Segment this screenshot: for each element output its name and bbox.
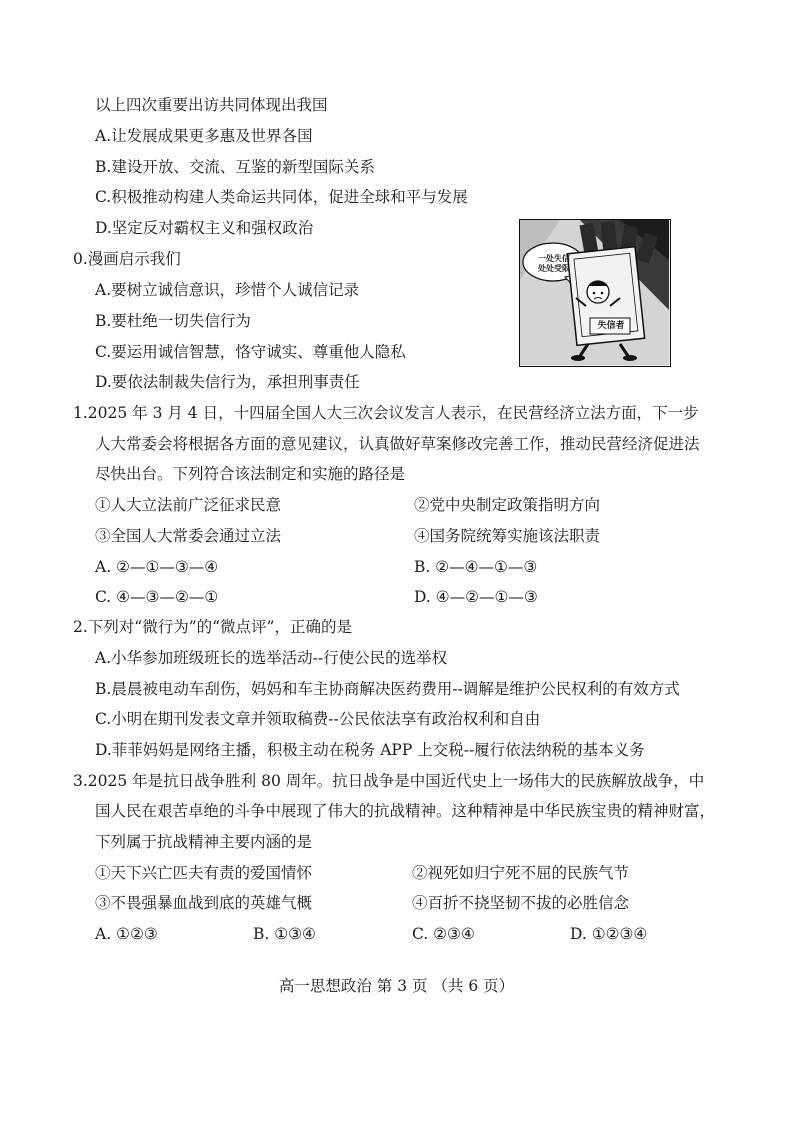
page-footer: 高一思想政治 第 3 页 （共 6 页） [278, 977, 515, 995]
q9-stem: 以上四次重要出访共同体现出我国 [95, 96, 328, 114]
q11-option-c: C. ④—③—②—① [95, 588, 219, 606]
cartoon-bubble-line1: 一处失信 [538, 253, 570, 263]
q10-option-a: A.要树立诚信意识，珍惜个人诚信记录 [95, 281, 360, 299]
q11-option-b: B. ②—④—①—③ [414, 558, 538, 576]
cartoon-bubble-text [530, 253, 578, 273]
q13-option-a: A. ①②③ [95, 925, 158, 943]
cartoon-bubble-line2: 处处受限 [538, 263, 570, 273]
q12-stem: 2.下列对“微行为”的“微点评”，正确的是 [73, 618, 352, 636]
q11-item-4: ④国务院统筹实施该法职责 [414, 527, 601, 545]
q9-option-c: C.积极推动构建人类命运共同体，促进全球和平与发展 [95, 188, 468, 206]
q10-option-b: B.要杜绝一切失信行为 [95, 312, 251, 330]
q11-item-1: ①人大立法前广泛征求民意 [95, 496, 282, 514]
q13-item-4: ④百折不挠坚韧不拔的必胜信念 [412, 894, 630, 912]
q13-option-b: B. ①③④ [253, 925, 316, 943]
q9-option-d: D.坚定反对霸权主义和强权政治 [95, 219, 314, 237]
q12-option-c: C.小明在期刊发表文章并领取稿费--公民依法享有政治权利和自由 [95, 710, 541, 728]
q11-item-2: ②党中央制定政策指明方向 [414, 496, 601, 514]
q13-option-c: C. ②③④ [412, 925, 475, 943]
cartoon-sign-label: 失信者 [597, 321, 625, 331]
q11-stem-line1: 1.2025 年 3 月 4 日，十四届全国人大三次会议发言人表示，在民营经济立法方面，下一步 [73, 404, 699, 422]
q13-item-3: ③不畏强暴血战到底的英雄气概 [95, 894, 313, 912]
q12-option-b: B.晨晨被电动车刮伤，妈妈和车主协商解决医药费用--调解是维护公民权利的有效方式 [95, 680, 680, 698]
cartoon-drawing [520, 220, 669, 365]
q11-item-3: ③全国人大常委会通过立法 [95, 527, 282, 545]
q11-option-d: D. ④—②—①—③ [414, 588, 538, 606]
q11-stem-line3: 尽快出台。下列符合该法制定和实施的路径是 [95, 465, 406, 483]
q13-option-d: D. ①②③④ [570, 925, 648, 943]
q10-option-c: C.要运用诚信智慧，恪守诚实、尊重他人隐私 [95, 343, 406, 361]
q9-option-b: B.建设开放、交流、互鉴的新型国际关系 [95, 158, 375, 176]
q10-option-d: D.要依法制裁失信行为，承担刑事责任 [95, 373, 360, 391]
q13-item-2: ②视死如归宁死不屈的民族气节 [412, 864, 630, 882]
cartoon-illustration [519, 219, 671, 367]
q12-option-d: D.菲菲妈妈是网络主播，积极主动在税务 APP 上交税--履行依法纳税的基本义务 [95, 741, 645, 759]
q13-stem-line2: 国人民在艰苦卓绝的斗争中展现了伟大的抗战精神。这种精神是中华民族宝贵的精神财富， [95, 802, 716, 820]
q13-item-1: ①天下兴亡匹夫有责的爱国情怀 [95, 864, 313, 882]
q11-stem-line2: 人大常委会将根据各方面的意见建议，认真做好草案修改完善工作，推动民营经济促进法 [95, 435, 700, 453]
q13-stem-line1: 3.2025 年是抗日战争胜利 80 周年。抗日战争是中国近代史上一场伟大的民族解放战争，中 [73, 772, 705, 790]
q13-stem-line3: 下列属于抗战精神主要内涵的是 [95, 833, 313, 851]
q12-option-a: A.小华参加班级班长的选举活动--行使公民的选举权 [95, 649, 448, 667]
q9-option-a: A.让发展成果更多惠及世界各国 [95, 127, 313, 145]
q11-option-a: A. ②—①—③—④ [95, 558, 219, 576]
q10-stem: 0.漫画启示我们 [73, 250, 181, 268]
